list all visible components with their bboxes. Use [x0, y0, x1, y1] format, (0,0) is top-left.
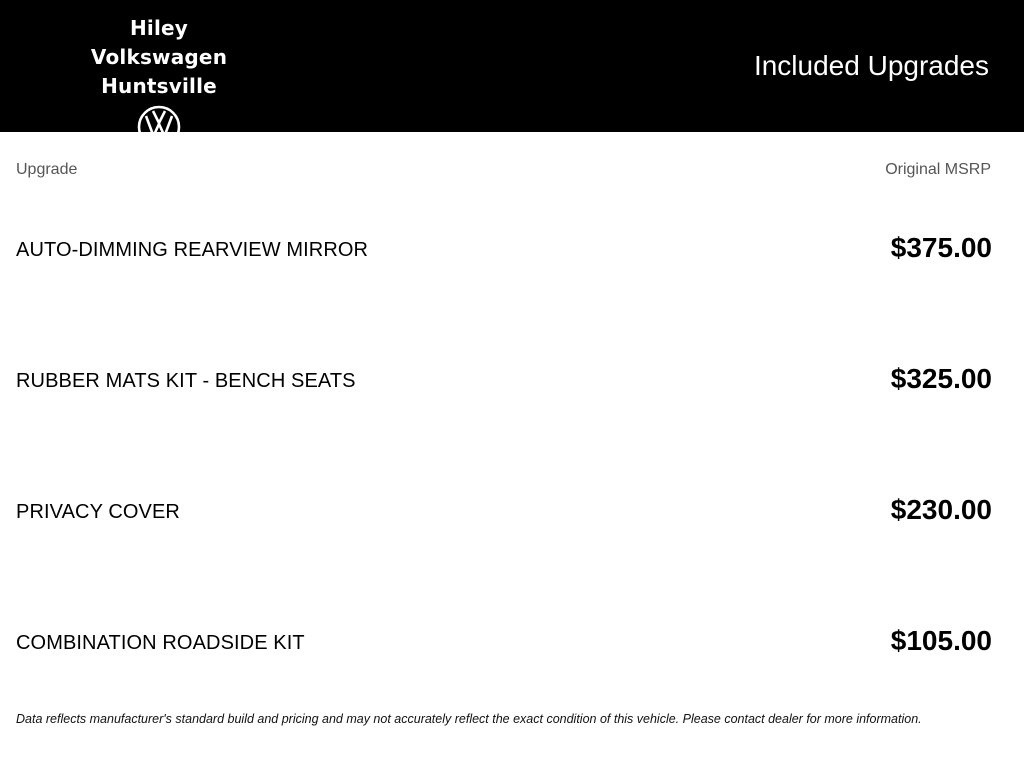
upgrade-name: COMBINATION ROADSIDE KIT	[16, 632, 305, 654]
dealer-name-line2: Huntsville	[101, 74, 217, 98]
dealer-logo	[64, 14, 254, 149]
disclaimer-text: Data reflects manufacturer's standard build and pricing and may not accurately reflect the exact condition of this vehicle. Please contact dealer for more information.	[16, 712, 922, 726]
page-header	[0, 0, 1024, 132]
dealer-name-line1: Hiley Volkswagen	[90, 16, 228, 69]
upgrade-row	[16, 230, 992, 270]
page-title: Included Upgrades	[753, 50, 989, 81]
vw-logo-icon	[137, 105, 181, 149]
upgrade-price: $375.00	[890, 232, 992, 263]
upgrade-row	[16, 492, 992, 532]
upgrade-row	[16, 623, 992, 663]
upgrade-price: $325.00	[890, 363, 992, 394]
upgrade-name: RUBBER MATS KIT - BENCH SEATS	[16, 370, 356, 392]
upgrade-row	[16, 361, 992, 401]
column-header-msrp: Original MSRP	[885, 161, 991, 178]
column-header-upgrade: Upgrade	[16, 161, 78, 178]
upgrade-name: PRIVACY COVER	[16, 501, 180, 523]
upgrade-price: $230.00	[890, 494, 992, 525]
upgrade-price: $105.00	[890, 625, 992, 656]
upgrade-name: AUTO-DIMMING REARVIEW MIRROR	[16, 239, 369, 261]
